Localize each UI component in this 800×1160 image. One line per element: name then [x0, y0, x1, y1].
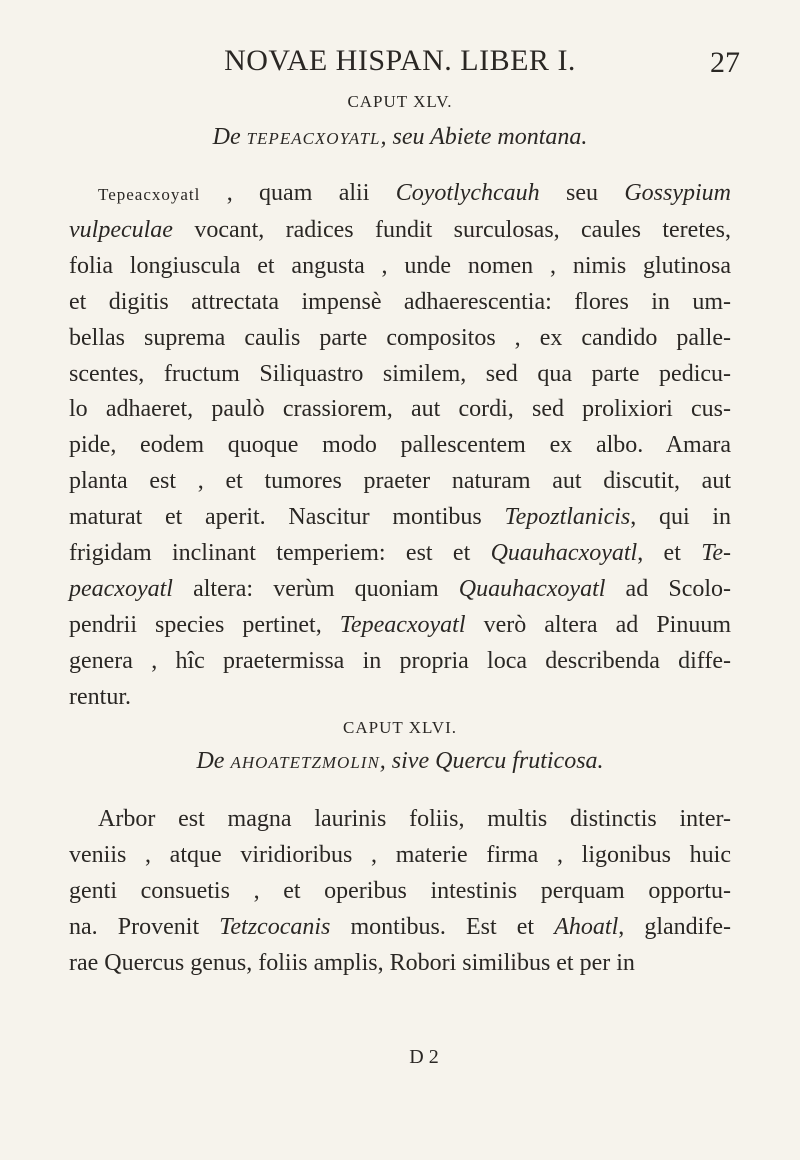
- text-line: [69, 536, 731, 572]
- text-run: veniis , atque viridioribus , materie firma , ligonibus huic: [69, 841, 731, 868]
- chapter-45-title-rest: , seu Abiete montana.: [380, 124, 588, 150]
- text-run: Gossypium: [624, 180, 731, 206]
- text-run: Tepeacxoyatl: [339, 611, 466, 638]
- text-run: , glandife-: [618, 913, 731, 940]
- text-line: [69, 285, 731, 321]
- page-number: 27: [710, 46, 740, 79]
- chapter-46-title-de: De: [196, 748, 225, 774]
- text-line: [69, 249, 731, 285]
- text-run: Tepeacxoyatl: [98, 185, 201, 204]
- text-line: [69, 608, 731, 644]
- chapter-45-text: [69, 176, 731, 716]
- text-run: rae Quercus genus, foliis amplis, Robori similibus et per in: [69, 949, 635, 976]
- text-run: na. Provenit: [69, 913, 220, 940]
- text-line: [69, 464, 731, 500]
- text-line: [69, 838, 731, 874]
- chapter-46-title-rest: , sive Quercu fruticosa.: [379, 748, 604, 774]
- text-run: et digitis attrectata impensè adhaerescentia: flores in um-: [69, 288, 731, 315]
- text-run: planta est , et tumores praeter naturam aut discutit, aut: [69, 468, 731, 495]
- text-run: genti consuetis , et operibus intestinis perquam opportu-: [69, 877, 731, 904]
- text-run: montibus. Est et: [330, 913, 555, 940]
- text-run: ad Scolo-: [605, 575, 731, 602]
- chapter-45-title: [0, 124, 800, 151]
- text-run: scentes, fructum Siliquastro similem, sed qua parte pedicu-: [69, 360, 731, 387]
- chapter-46-title-name: AHOATETZMOLIN: [230, 753, 380, 772]
- text-run: Coyotlychcauh: [395, 180, 540, 206]
- text-line: [69, 802, 731, 838]
- text-run: Quauhacxoyatl: [458, 575, 606, 602]
- text-run: folia longiuscula et angusta , unde nomen , nimis glutinosa: [69, 252, 731, 279]
- text-run: frigidam inclinant temperiem: est et: [69, 540, 491, 567]
- text-run: , quam alii: [200, 180, 396, 206]
- text-run: Tetzcocanis: [219, 913, 331, 940]
- text-run: pide, eodem quoque modo pallescentem ex albo. Amara: [69, 432, 731, 459]
- chapter-45-heading: CAPUT XLV.: [347, 92, 453, 111]
- text-line: [69, 680, 731, 716]
- text-line: [69, 500, 731, 536]
- text-line: [69, 176, 731, 213]
- text-run: genera , hîc praetermissa in propria loca describenda diffe-: [69, 647, 731, 674]
- signature-text: D 2: [409, 1046, 439, 1068]
- chapter-46-title: [0, 748, 800, 775]
- text-line: [69, 910, 731, 946]
- text-run: Te-: [701, 540, 731, 567]
- chapter-45-title-de: De: [212, 124, 241, 150]
- text-run: seu: [539, 180, 625, 206]
- text-line: [69, 946, 731, 982]
- text-run: altera: verùm quoniam: [172, 575, 459, 602]
- text-run: , et: [637, 540, 702, 567]
- text-line: [69, 357, 731, 393]
- text-run: , qui in: [630, 504, 731, 531]
- text-run: pendrii species pertinet,: [69, 611, 340, 638]
- text-run: verò altera ad Pinuum: [465, 611, 732, 638]
- text-line: [69, 428, 731, 464]
- chapter-46-heading: CAPUT XLVI.: [343, 718, 457, 737]
- chapter-46-text: [69, 802, 731, 982]
- text-run: lo adhaeret, paulò crassiorem, aut cordi, sed prolixiori cus-: [69, 396, 731, 423]
- text-run: bellas suprema caulis parte compositos , ex candido palle-: [69, 324, 731, 351]
- running-head: NOVAE HISPAN. LIBER I.: [224, 44, 576, 77]
- text-run: Arbor est magna laurinis foliis, multis distinctis inter-: [98, 806, 731, 832]
- text-run: Quauhacxoyatl: [490, 540, 638, 567]
- text-run: Ahoatl: [554, 913, 619, 940]
- text-line: [69, 874, 731, 910]
- text-line: [69, 644, 731, 680]
- text-line: [69, 213, 731, 249]
- text-run: rentur.: [69, 683, 131, 710]
- text-run: Tepoztlanicis: [504, 504, 631, 531]
- text-line: [69, 392, 731, 428]
- text-run: peacxoyatl: [69, 575, 173, 602]
- text-run: vocant, radices fundit surculosas, caules teretes,: [172, 216, 731, 243]
- text-line: [69, 321, 731, 357]
- text-run: maturat et aperit. Nascitur montibus: [69, 504, 505, 531]
- signature-mark: [0, 1046, 800, 1069]
- text-run: vulpeculae: [69, 216, 173, 243]
- chapter-45-title-name: TEPEACXOYATL: [246, 129, 381, 148]
- text-line: [69, 572, 731, 608]
